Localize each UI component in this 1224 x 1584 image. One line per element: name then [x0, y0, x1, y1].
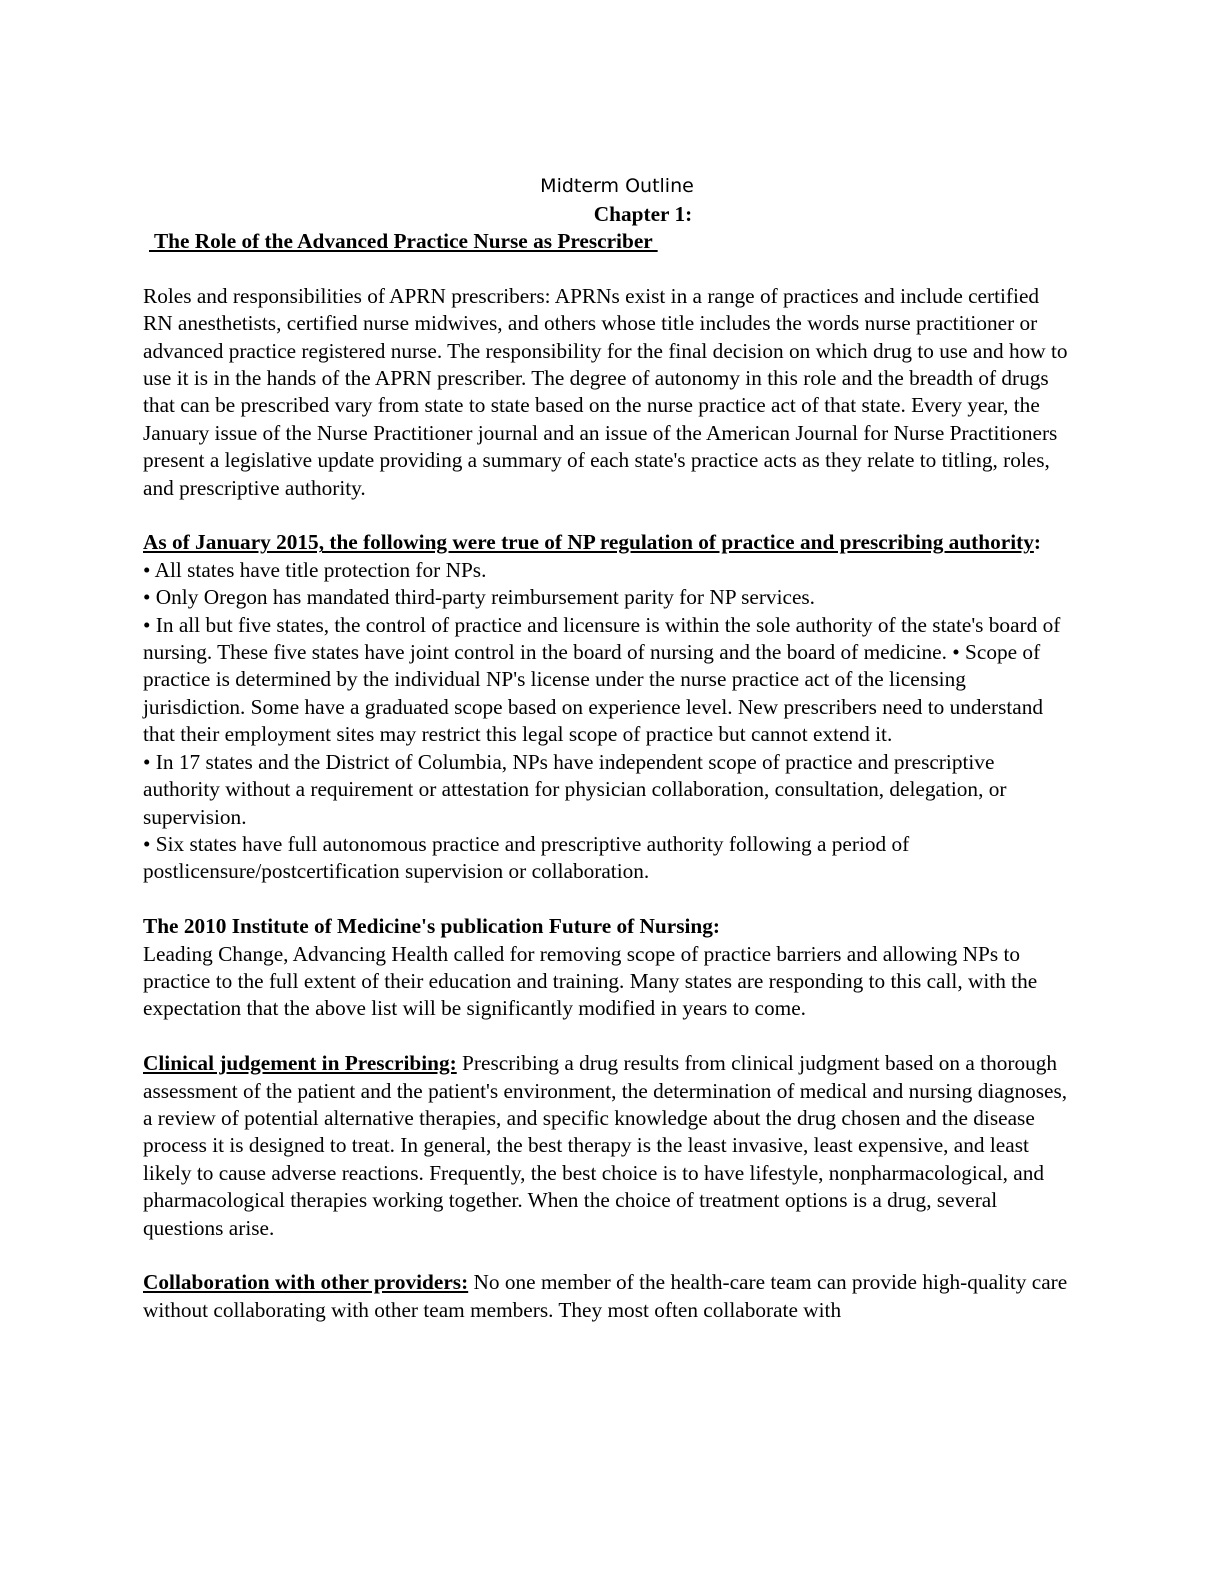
regulation-heading [143, 529, 1073, 556]
regulation-heading-colon: : [1033, 530, 1041, 555]
collaboration-paragraph: No one member of the health-care team can provide high-quality care without collaborating with other team members. They most often collaborate with [143, 1270, 1068, 1322]
collaboration-heading: Collaboration with other providers: [143, 1270, 469, 1295]
clinical-heading: Clinical judgement in Prescribing: [143, 1051, 457, 1076]
iom-paragraph: Leading Change, Advancing Health called for removing scope of practice barriers and allowing NPs to practice to the full extent of their education and training. Many states are responding to this call, with the expectation that the above list will be significantly modified in years to come. [143, 941, 1038, 1021]
iom-heading: The 2010 Institute of Medicine's publication Future of Nursing: [143, 914, 721, 939]
collaboration-section [143, 1269, 1073, 1324]
spacer [143, 886, 1073, 913]
spacer [143, 255, 1073, 282]
chapter-number: Chapter 1: [593, 202, 693, 226]
intro-paragraph: Roles and responsibilities of APRN prescribers: APRNs exist in a range of practices and include certified RN anesthetists, certified nurse midwives, and others whose title includes the words nurse practitioner or advanced practice registered nurse. The responsibility for the final decision on which drug to use and how to use it is in the hands of the APRN prescriber. The degree of autonomy in this role and the breadth of drugs that can be prescribed vary from state to state based on the nurse practice act of that state. Every year, the January issue of the Nurse Practitioner journal and an issue of the American Journal for Nurse Practitioners present a legislative update providing a summary of each state's practice acts as they relate to titling, roles, and prescriptive authority. [143, 283, 1068, 500]
clinical-section [143, 1050, 1073, 1242]
spacer [143, 502, 1073, 529]
regulation-bullet: • In all but five states, the control of practice and licensure is within the sole authority of the state's board of nursing. These five states have joint control in the board of nursing and the board of medicine. • Scope of practice is determined by the individual NP's license under the nurse practice act of the licensing jurisdiction. Some have a graduated scope based on experience level. New prescribers need to understand that their employment sites may restrict this legal scope of practice but cannot extend it. [143, 612, 1061, 747]
regulation-bullet: • All states have title protection for NPs. [143, 557, 487, 582]
regulation-bullet: • Six states have full autonomous practice and prescriptive authority following a period of postlicensure/postcertification supervision or collaboration. [143, 831, 910, 884]
document-title: Midterm Outline [540, 175, 694, 197]
clinical-paragraph: Prescribing a drug results from clinical judgment based on a thorough assessment of the patient and the patient's environment, the determination of medical and nursing diagnoses, a review of potential alternative therapies, and specific knowledge about the drug chosen and the disease process it is designed to treat. In general, the best therapy is the least invasive, least expensive, and least likely to cause adverse reactions. Frequently, the best choice is to have lifestyle, nonpharmacological, and pharmacological therapies working together. When the choice of treatment options is a drug, several questions arise. [143, 1051, 1068, 1240]
regulation-bullet: • In 17 states and the District of Columbia, NPs have independent scope of practice and prescriptive authority without a requirement or attestation for physician collaboration, consultation, delegation, or supervision. [143, 749, 1007, 829]
regulation-heading-text: As of January 2015, the following were true of NP regulation of practice and prescribing authority [143, 530, 1034, 555]
chapter-title: The Role of the Advanced Practice Nurse as Prescriber [149, 229, 658, 253]
document-body [143, 172, 1073, 1324]
regulation-bullet: • Only Oregon has mandated third-party reimbursement parity for NP services. [143, 585, 816, 610]
spacer [143, 1023, 1073, 1050]
spacer [143, 1242, 1073, 1269]
